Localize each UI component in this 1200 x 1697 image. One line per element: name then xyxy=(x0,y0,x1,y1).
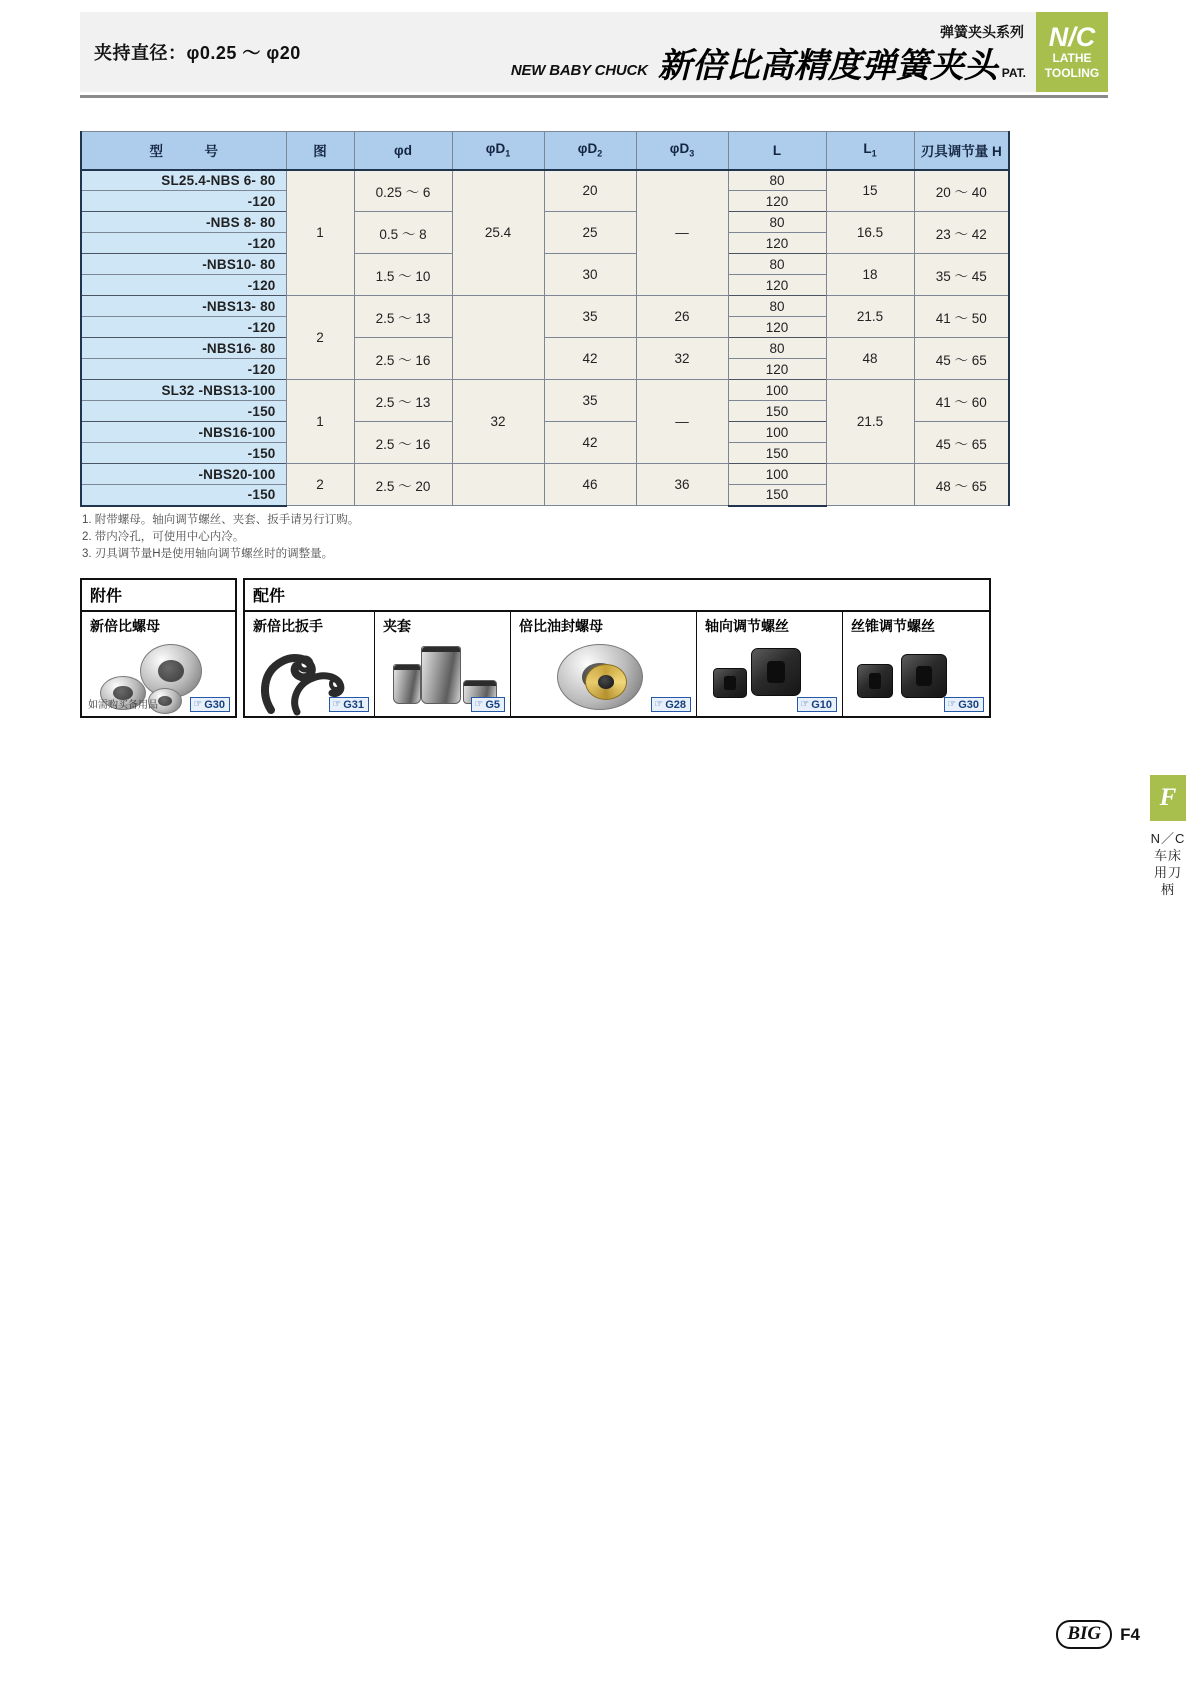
accessory-name: 新倍比螺母 xyxy=(90,618,160,634)
model-cell: -150 xyxy=(81,443,286,464)
badge-page-label: G30 xyxy=(204,698,225,711)
footnote-2: 2. 带内冷孔，可使用中心内冷。 xyxy=(82,531,245,543)
phi-d2-cell: 35 xyxy=(544,380,636,422)
badge[interactable] xyxy=(190,697,230,712)
l-cell: 80 xyxy=(728,170,826,191)
h-cell: 20 ～ 40 xyxy=(914,170,1009,212)
h-cell: 45 ～ 65 xyxy=(914,422,1009,464)
clamp-range-label: 夹持直径：φ0.25 ～ φ20 xyxy=(94,43,301,63)
l1-cell: 18 xyxy=(826,254,914,296)
figure-cell: 2 xyxy=(286,296,354,380)
l-cell: 120 xyxy=(728,317,826,338)
page-ref-badge[interactable] xyxy=(944,697,984,712)
l-cell: 80 xyxy=(728,212,826,233)
phi-d-cell: 1.5 ～ 10 xyxy=(354,254,452,296)
h-cell: 45 ～ 65 xyxy=(914,338,1009,380)
table-row xyxy=(81,464,1009,485)
column-header-phi-d3: $\varphi D_3$ xyxy=(636,132,728,170)
nc-tag-label: N/C xyxy=(1048,21,1096,52)
phi-d-cell: 0.25 ～ 6 xyxy=(354,170,452,212)
model-cell: -120 xyxy=(81,317,286,338)
phi-d2-cell: 35 xyxy=(544,296,636,338)
page-number: F4 xyxy=(1120,1624,1140,1644)
accessory-item-wrench[interactable] xyxy=(245,612,375,716)
phi-d1-cell xyxy=(452,296,544,380)
l-cell: 80 xyxy=(728,254,826,275)
h-cell: 48 ～ 65 xyxy=(914,464,1009,506)
phi-d2-cell: 30 xyxy=(544,254,636,296)
column-header-phi-d1: $\varphi D_1$ xyxy=(452,132,544,170)
badge[interactable] xyxy=(797,697,837,712)
phi-d-cell: 2.5 ～ 13 xyxy=(354,380,452,422)
model-cell: -NBS 8- 80 xyxy=(81,212,286,233)
l-cell: 120 xyxy=(728,233,826,254)
phi-d-cell: 2.5 ～ 20 xyxy=(354,464,452,506)
phi-d3-cell: — xyxy=(636,170,728,296)
accessory-name: 新倍比扳手 xyxy=(253,618,323,634)
h-cell: 23 ～ 42 xyxy=(914,212,1009,254)
series-label: 弹簧夹头系列 xyxy=(940,24,1024,40)
l-cell: 150 xyxy=(728,401,826,422)
brand-english-name: NEW BABY CHUCK xyxy=(510,62,648,79)
accessory-item-axial-screw[interactable] xyxy=(697,612,843,716)
specification-table xyxy=(80,131,1010,507)
phi-d-cell: 2.5 ～ 13 xyxy=(354,296,452,338)
l-cell: 150 xyxy=(728,485,826,506)
model-cell: -NBS10- 80 xyxy=(81,254,286,275)
phi-d3-cell: 36 xyxy=(636,464,728,506)
model-cell: -NBS16- 80 xyxy=(81,338,286,359)
l-cell: 100 xyxy=(728,380,826,401)
column-header-phi-d: φd xyxy=(354,132,452,170)
table-row xyxy=(81,212,1009,233)
phi-d2-cell: 46 xyxy=(544,464,636,506)
phi-d1-cell: 25.4 xyxy=(452,170,544,296)
column-header-h: 刃具调节量 H xyxy=(914,132,1009,170)
badge-page-label: G30 xyxy=(958,698,979,711)
model-cell: SL32 -NBS13-100 xyxy=(81,380,286,401)
model-cell: -120 xyxy=(81,359,286,380)
badge-page-label: G10 xyxy=(811,698,832,711)
column-header-phi-d2: $\varphi D_2$ xyxy=(544,132,636,170)
l1-cell: 16.5 xyxy=(826,212,914,254)
patent-mark: PAT. xyxy=(1001,66,1026,80)
pointing-hand-icon: ☞ xyxy=(654,699,664,710)
model-cell: -120 xyxy=(81,191,286,212)
phi-d2-cell: 42 xyxy=(544,422,636,464)
phi-d1-cell: 32 xyxy=(452,380,544,464)
page-ref-badge[interactable] xyxy=(797,697,837,712)
l1-cell: 21.5 xyxy=(826,380,914,464)
model-cell: -120 xyxy=(81,275,286,296)
l1-cell: 48 xyxy=(826,338,914,380)
table-header xyxy=(81,132,1009,170)
included-panel-title: 附件 xyxy=(82,580,235,612)
optional-accessories-panel xyxy=(243,578,991,718)
accessory-name: 丝锥调节螺丝 xyxy=(851,618,935,634)
figure-cell: 1 xyxy=(286,170,354,296)
lathe-label: LATHE xyxy=(1052,51,1092,66)
model-cell: -NBS16-100 xyxy=(81,422,286,443)
h-cell: 41 ～ 60 xyxy=(914,380,1009,422)
badge-page-label: G28 xyxy=(665,698,686,711)
page-ref-badge[interactable] xyxy=(471,697,505,712)
phi-d2-cell: 42 xyxy=(544,338,636,380)
column-header-figure: 图 xyxy=(286,132,354,170)
accessory-item-tap-screw[interactable] xyxy=(843,612,989,716)
tooling-label: TOOLING xyxy=(1044,66,1100,81)
pointing-hand-icon: ☞ xyxy=(193,699,203,710)
figure-cell: 1 xyxy=(286,380,354,464)
section-tab-vertical-label: N／C车床用刀柄 xyxy=(1150,831,1186,897)
l-cell: 100 xyxy=(728,422,826,443)
phi-d-cell: 2.5 ～ 16 xyxy=(354,338,452,380)
figure-cell: 2 xyxy=(286,464,354,506)
l-cell: 100 xyxy=(728,464,826,485)
model-cell: SL25.4-NBS 6- 80 xyxy=(81,170,286,191)
accessory-item-collet[interactable] xyxy=(375,612,511,716)
accessory-item-nut[interactable] xyxy=(82,612,235,716)
model-cell: -150 xyxy=(81,401,286,422)
phi-d-cell: 2.5 ～ 16 xyxy=(354,422,452,464)
table-row xyxy=(81,338,1009,359)
pointing-hand-icon: ☞ xyxy=(947,699,957,710)
header-divider xyxy=(80,95,1108,98)
phi-d2-cell: 25 xyxy=(544,212,636,254)
footnote-3: 3. 刃具调节量H是使用轴向调节螺丝时的调整量。 xyxy=(82,548,334,560)
l-cell: 120 xyxy=(728,275,826,296)
section-tab-f[interactable]: F xyxy=(1150,775,1186,821)
table-header-row xyxy=(81,132,1009,170)
column-header-l: L xyxy=(728,132,826,170)
page-ref-badge[interactable] xyxy=(651,697,691,712)
model-cell: -120 xyxy=(81,233,286,254)
pointing-hand-icon: ☞ xyxy=(332,699,342,710)
footnotes xyxy=(82,512,359,563)
l1-cell: 15 xyxy=(826,170,914,212)
l-cell: 120 xyxy=(728,359,826,380)
accessory-name: 轴向调节螺丝 xyxy=(705,618,789,634)
accessory-name: 倍比油封螺母 xyxy=(519,618,603,634)
table-row xyxy=(81,380,1009,401)
h-cell: 35 ～ 45 xyxy=(914,254,1009,296)
l1-cell: 21.5 xyxy=(826,296,914,338)
badge[interactable] xyxy=(329,697,369,712)
table-body xyxy=(81,170,1009,506)
l1-cell xyxy=(826,464,914,506)
phi-d3-cell: — xyxy=(636,380,728,464)
buy-spare-note: 如需购买备用品 xyxy=(88,700,158,711)
nc-lathe-tooling-tag xyxy=(1036,12,1108,92)
header-title-area xyxy=(380,12,1036,92)
badge[interactable] xyxy=(944,697,984,712)
phi-d3-cell: 32 xyxy=(636,338,728,380)
optional-panel-title: 配件 xyxy=(245,580,989,612)
pointing-hand-icon: ☞ xyxy=(474,699,484,710)
page-ref-badge[interactable] xyxy=(329,697,369,712)
l-cell: 80 xyxy=(728,296,826,317)
page-footer xyxy=(1056,1620,1140,1649)
model-cell: -NBS20-100 xyxy=(81,464,286,485)
l-cell: 150 xyxy=(728,443,826,464)
phi-d-cell: 0.5 ～ 8 xyxy=(354,212,452,254)
column-header-l1: $L_1$ xyxy=(826,132,914,170)
accessory-name: 夹套 xyxy=(383,618,411,634)
page-ref-badge[interactable] xyxy=(190,697,230,712)
badge[interactable] xyxy=(471,697,505,712)
phi-d3-cell: 26 xyxy=(636,296,728,338)
badge-page-label: G31 xyxy=(343,698,364,711)
phi-d1-cell xyxy=(452,464,544,506)
big-logo: BIG xyxy=(1056,1620,1112,1649)
l-cell: 120 xyxy=(728,191,826,212)
footnote-1: 1. 附带螺母。轴向调节螺丝、夹套、扳手请另行订购。 xyxy=(82,514,360,526)
l-cell: 80 xyxy=(728,338,826,359)
accessories-section xyxy=(80,578,991,718)
table-row xyxy=(81,254,1009,275)
page-header xyxy=(80,12,1108,92)
pointing-hand-icon: ☞ xyxy=(800,699,810,710)
page-title-text: 新倍比高精度弹簧夹头 xyxy=(657,47,998,85)
page-title xyxy=(658,49,1026,83)
h-cell: 41 ～ 50 xyxy=(914,296,1009,338)
accessory-item-seal-nut[interactable] xyxy=(511,612,697,716)
badge-page-label: G5 xyxy=(485,698,500,711)
phi-d2-cell: 20 xyxy=(544,170,636,212)
model-cell: -NBS13- 80 xyxy=(81,296,286,317)
table-row xyxy=(81,296,1009,317)
badge[interactable] xyxy=(651,697,691,712)
included-accessories-panel xyxy=(80,578,237,718)
column-header-model: 型 号 xyxy=(81,132,286,170)
table-row xyxy=(81,170,1009,191)
model-cell: -150 xyxy=(81,485,286,506)
